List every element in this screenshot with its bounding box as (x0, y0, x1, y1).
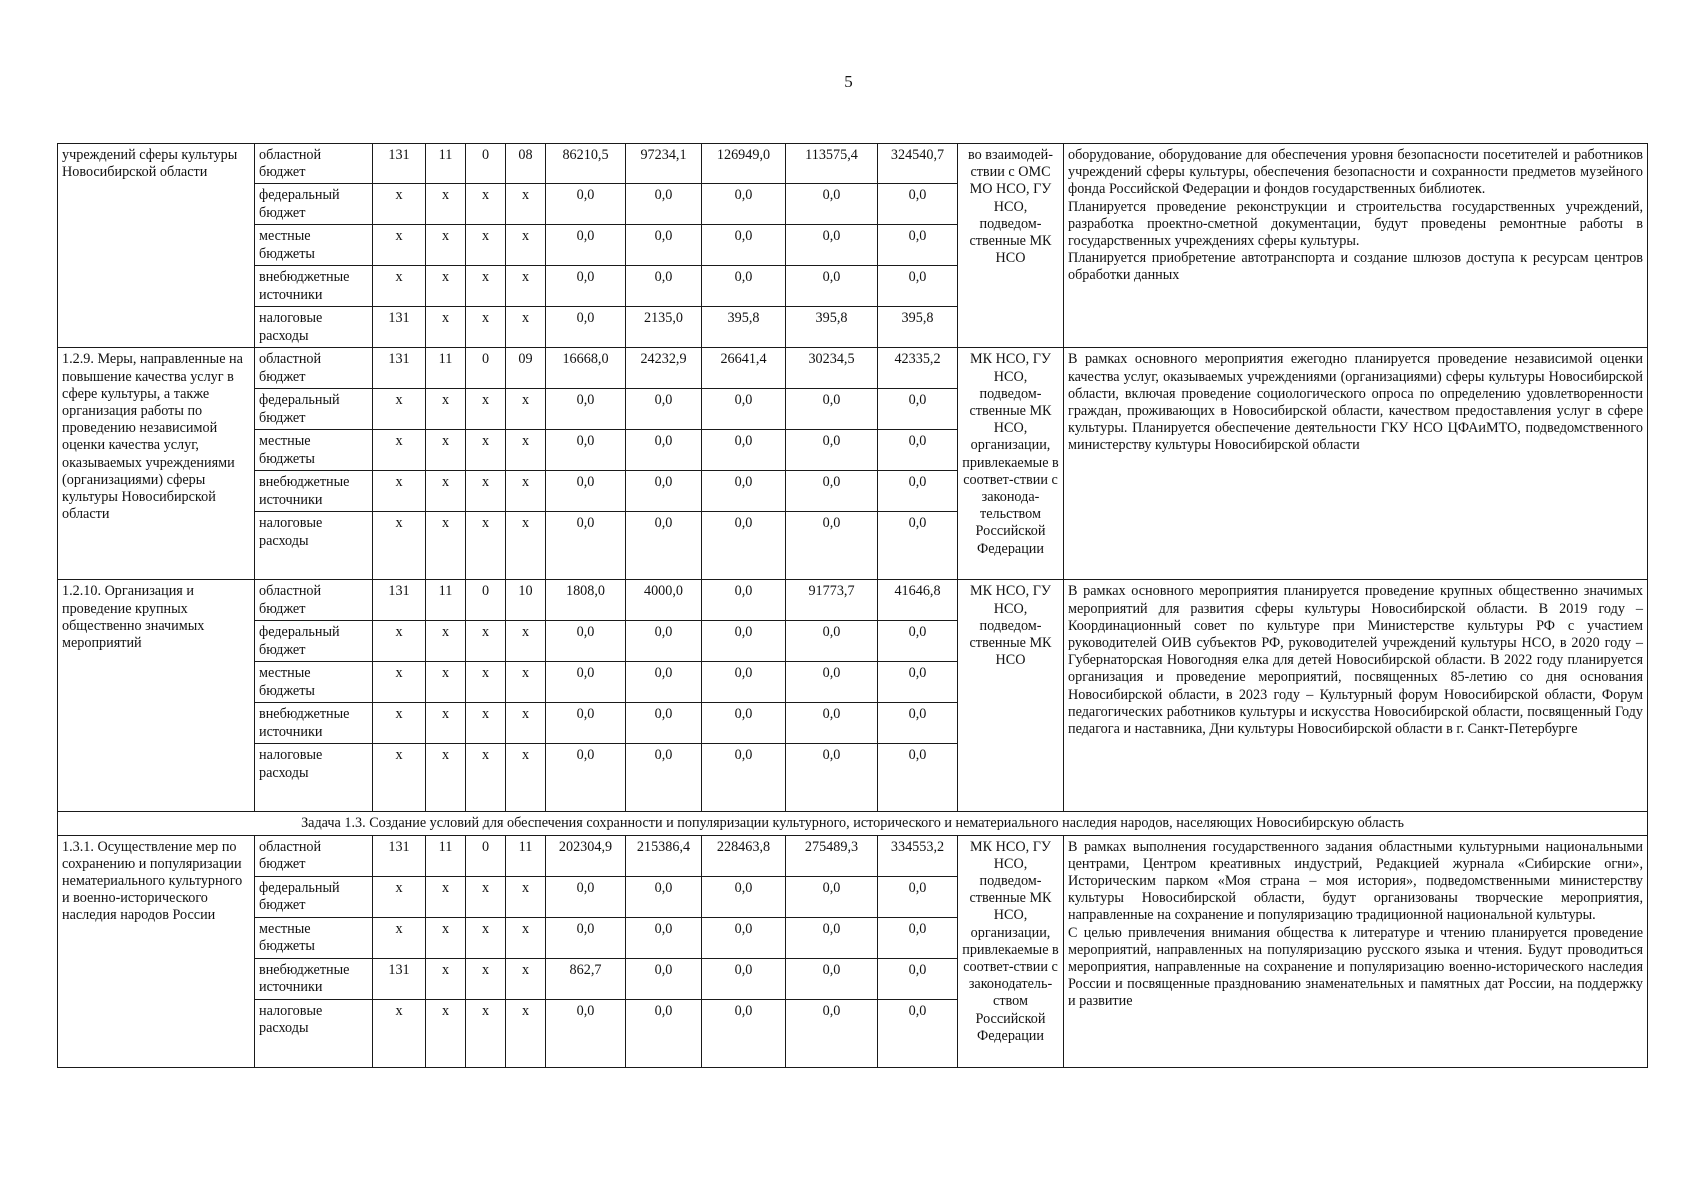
funding-amount: 91773,7 (786, 580, 878, 621)
program-activities-table (57, 143, 1648, 1068)
funding-amount: 42335,2 (878, 348, 958, 389)
funding-source: областной бюджет (255, 144, 373, 184)
funding-amount: 0,0 (786, 430, 878, 471)
budget-code: x (506, 876, 546, 917)
funding-amount: 0,0 (878, 225, 958, 266)
funding-amount: 0,0 (702, 471, 786, 512)
activity-name: 1.3.1. Осуществление мер по сохранению и популяризации нематериального культурного и военно-исторического наследия народов России (58, 835, 255, 1067)
budget-code: x (426, 307, 466, 348)
funding-amount: 126949,0 (702, 144, 786, 184)
budget-code: x (506, 184, 546, 225)
funding-amount: 0,0 (702, 512, 786, 580)
description-paragraph: В рамках основного мероприятия планируется проведение крупных общественно значимых мероприятий для развития сферы культуры Новосибирской области. В 2019 году – Координационный совет по культуре при Министерстве культуры РФ с участием руководителей ОИВ субъектов РФ, руководителей учреждений культуры НСО, в 2020 году – Губернаторская Новогодняя елка для детей Новосибирской области. В 2022 году планируется организация и проведение мероприятий, посвященных 85-летию со дня основания Новосибирской области, в 2023 году – Культурный форум Новосибирской области, Форум педагогических работников культуры и искусства Новосибирской области, посвященный Году педагога и наставника, Дни культуры Новосибирской области в г. Санкт-Петербурге (1068, 583, 1643, 738)
budget-code: x (426, 512, 466, 580)
funding-amount: 215386,4 (626, 835, 702, 876)
budget-code: x (426, 389, 466, 430)
budget-code: x (426, 876, 466, 917)
budget-code: 0 (466, 835, 506, 876)
funding-amount: 41646,8 (878, 580, 958, 621)
executor: во взаимодей-ствии с ОМС МО НСО, ГУ НСО, подведом-ственные МК НСО (958, 144, 1064, 348)
funding-amount: 0,0 (786, 744, 878, 812)
funding-source: федеральный бюджет (255, 876, 373, 917)
funding-amount: 0,0 (546, 876, 626, 917)
budget-code: x (506, 471, 546, 512)
budget-code: x (373, 512, 426, 580)
funding-amount: 0,0 (626, 703, 702, 744)
funding-amount: 0,0 (878, 266, 958, 307)
funding-amount: 0,0 (702, 621, 786, 662)
funding-amount: 2135,0 (626, 307, 702, 348)
budget-code: 131 (373, 144, 426, 184)
budget-code: x (466, 471, 506, 512)
funding-source: федеральный бюджет (255, 184, 373, 225)
funding-amount: 113575,4 (786, 144, 878, 184)
funding-amount: 0,0 (626, 266, 702, 307)
funding-source: внебюджетные источники (255, 958, 373, 999)
funding-amount: 0,0 (546, 703, 626, 744)
budget-code: x (466, 621, 506, 662)
budget-code: x (426, 225, 466, 266)
budget-code: x (506, 225, 546, 266)
funding-source: внебюджетные источники (255, 471, 373, 512)
table-body (58, 144, 1648, 1068)
description-paragraph: оборудование, оборудование для обеспечения уровня безопасности посетителей и работников учреждений сферы культуры, обеспечения безопасности и сохранности предметов музейного фонда Российской Федерации и фондов государственных библиотек. (1068, 147, 1643, 198)
funding-source: федеральный бюджет (255, 621, 373, 662)
budget-code: x (373, 471, 426, 512)
funding-amount: 97234,1 (626, 144, 702, 184)
funding-amount: 0,0 (878, 917, 958, 958)
page-number: 5 (844, 72, 853, 91)
funding-amount: 0,0 (626, 662, 702, 703)
budget-code: 11 (426, 835, 466, 876)
funding-source: областной бюджет (255, 348, 373, 389)
budget-code: x (426, 621, 466, 662)
budget-code: x (506, 703, 546, 744)
funding-amount: 0,0 (878, 999, 958, 1067)
budget-code: x (426, 471, 466, 512)
expected-results (1064, 580, 1648, 812)
funding-amount: 395,8 (786, 307, 878, 348)
budget-code: x (506, 999, 546, 1067)
funding-amount: 16668,0 (546, 348, 626, 389)
budget-code: x (426, 703, 466, 744)
budget-code: x (506, 389, 546, 430)
budget-code: x (506, 512, 546, 580)
executor: МК НСО, ГУ НСО, подведом-ственные МК НСО (958, 580, 1064, 812)
funding-amount: 0,0 (546, 662, 626, 703)
budget-code: 11 (426, 348, 466, 389)
budget-code: x (426, 662, 466, 703)
budget-code: 131 (373, 348, 426, 389)
funding-source: местные бюджеты (255, 430, 373, 471)
funding-amount: 0,0 (626, 621, 702, 662)
budget-code: x (373, 662, 426, 703)
funding-amount: 0,0 (546, 917, 626, 958)
funding-source: местные бюджеты (255, 225, 373, 266)
funding-source: налоговые расходы (255, 744, 373, 812)
budget-code: x (506, 958, 546, 999)
funding-amount: 0,0 (786, 266, 878, 307)
table-row (58, 348, 1648, 389)
funding-amount: 0,0 (626, 958, 702, 999)
funding-amount: 0,0 (702, 703, 786, 744)
funding-amount: 0,0 (626, 471, 702, 512)
budget-code: 0 (466, 348, 506, 389)
budget-code: x (373, 621, 426, 662)
funding-amount: 0,0 (546, 621, 626, 662)
funding-amount: 0,0 (626, 917, 702, 958)
funding-amount: 0,0 (546, 266, 626, 307)
budget-code: x (466, 662, 506, 703)
activity-name: 1.2.9. Меры, направленные на повышение качества услуг в сфере культуры, а также организация работы по проведению независимой оценки качества услуг, оказываемых учреждениями (организациями) сферы культуры Новосибирской области (58, 348, 255, 580)
budget-code: x (466, 225, 506, 266)
budget-code: x (466, 430, 506, 471)
budget-code: x (426, 430, 466, 471)
funding-amount: 0,0 (626, 744, 702, 812)
budget-code: x (506, 266, 546, 307)
table-row (58, 144, 1648, 184)
funding-amount: 334553,2 (878, 835, 958, 876)
funding-source: областной бюджет (255, 580, 373, 621)
budget-code: x (373, 389, 426, 430)
budget-code: x (426, 999, 466, 1067)
funding-amount: 0,0 (878, 184, 958, 225)
funding-amount: 0,0 (702, 744, 786, 812)
budget-code: x (466, 184, 506, 225)
funding-amount: 0,0 (702, 958, 786, 999)
funding-amount: 275489,3 (786, 835, 878, 876)
funding-source: налоговые расходы (255, 999, 373, 1067)
description-paragraph: С целью привлечения внимания общества к литературе и чтению планируется проведение мероприятий, направленных на популяризацию русского языка и чтения. Будут проводиться мероприятия, направленные на сохранение и популяризацию военно-исторического наследия России и посвященные празднованию знаменательных и памятных дат России, на поддержку и развитие (1068, 924, 1643, 1010)
budget-code: x (426, 266, 466, 307)
executor: МК НСО, ГУ НСО, подведом-ственные МК НСО, организации, привлекаемые в соответ-ствии с законодатель-ством Российской Федерации (958, 835, 1064, 1067)
funding-amount: 0,0 (626, 876, 702, 917)
budget-code: x (426, 744, 466, 812)
description-paragraph: В рамках основного мероприятия ежегодно планируется проведение независимой оценки качества услуг, оказываемых учреждениями (организациями) сферы культуры Новосибирской области, включая проведение социологического опроса по определению удовлетворенности граждан, проживающих в Новосибирской области, качеством предоставления услуг в сфере культуры. Планируется обеспечение деятельности ГКУ НСО ЦФАиМТО, подведомственного министерству культуры Новосибирской области (1068, 351, 1643, 454)
expected-results (1064, 835, 1648, 1067)
funding-amount: 0,0 (786, 184, 878, 225)
funding-amount: 0,0 (626, 999, 702, 1067)
description-paragraph: Планируется проведение реконструкции и строительства государственных учреждений, разработка проектно-сметной документации, будут проведены ремонтные работы в государственных учреждениях сферы культуры. (1068, 198, 1643, 250)
budget-code: x (466, 917, 506, 958)
funding-amount: 0,0 (878, 876, 958, 917)
task-heading: Задача 1.3. Создание условий для обеспечения сохранности и популяризации культурного, исторического и нематериального наследия народов, населяющих Новосибирскую область (58, 812, 1648, 835)
funding-amount: 0,0 (878, 958, 958, 999)
budget-code: x (506, 662, 546, 703)
funding-amount: 0,0 (786, 876, 878, 917)
funding-amount: 0,0 (546, 999, 626, 1067)
funding-amount: 24232,9 (626, 348, 702, 389)
budget-code: 131 (373, 835, 426, 876)
funding-amount: 0,0 (878, 471, 958, 512)
funding-amount: 0,0 (702, 430, 786, 471)
funding-amount: 0,0 (702, 266, 786, 307)
table-row (58, 835, 1648, 876)
budget-code: 11 (426, 580, 466, 621)
budget-code: x (466, 999, 506, 1067)
funding-amount: 0,0 (878, 744, 958, 812)
funding-amount: 0,0 (626, 225, 702, 266)
description-paragraph: В рамках выполнения государственного задания областными культурными национальными центрами, Центром креативных индустрий, Редакцией журнала «Сибирские огни», Историческим парком «Моя страна – моя история», подведомственными министерству культуры Новосибирской области, будут организованы творческие мероприятия, направленные на сохранение и популяризацию традиционной национальной культуры. (1068, 838, 1643, 924)
budget-code: x (373, 266, 426, 307)
funding-amount: 0,0 (878, 621, 958, 662)
funding-amount: 0,0 (702, 999, 786, 1067)
budget-code: x (506, 744, 546, 812)
funding-amount: 0,0 (702, 917, 786, 958)
budget-code: x (466, 703, 506, 744)
budget-code: x (466, 512, 506, 580)
funding-amount: 0,0 (702, 184, 786, 225)
budget-code: x (466, 958, 506, 999)
budget-code: 08 (506, 144, 546, 184)
funding-amount: 0,0 (878, 703, 958, 744)
funding-amount: 395,8 (878, 307, 958, 348)
funding-amount: 0,0 (786, 471, 878, 512)
funding-amount: 0,0 (626, 389, 702, 430)
budget-code: x (506, 621, 546, 662)
funding-amount: 0,0 (878, 430, 958, 471)
funding-amount: 228463,8 (702, 835, 786, 876)
funding-amount: 0,0 (626, 184, 702, 225)
funding-amount: 0,0 (702, 662, 786, 703)
task-row (58, 812, 1648, 835)
funding-source: местные бюджеты (255, 662, 373, 703)
funding-amount: 0,0 (702, 225, 786, 266)
funding-amount: 0,0 (546, 389, 626, 430)
funding-amount: 0,0 (546, 184, 626, 225)
funding-amount: 0,0 (546, 512, 626, 580)
budget-code: x (466, 744, 506, 812)
budget-code: x (506, 917, 546, 958)
budget-code: 11 (506, 835, 546, 876)
funding-amount: 0,0 (878, 389, 958, 430)
budget-code: x (373, 744, 426, 812)
budget-code: x (466, 389, 506, 430)
funding-amount: 0,0 (878, 662, 958, 703)
table-row (58, 580, 1648, 621)
expected-results (1064, 144, 1648, 348)
budget-code: 0 (466, 580, 506, 621)
description-paragraph: Планируется приобретение автотранспорта и создание шлюзов доступа к ресурсам центров обработки данных (1068, 250, 1643, 284)
funding-source: местные бюджеты (255, 917, 373, 958)
budget-code: x (373, 184, 426, 225)
funding-amount: 0,0 (546, 307, 626, 348)
budget-code: x (466, 307, 506, 348)
funding-amount: 0,0 (786, 958, 878, 999)
budget-code: x (373, 430, 426, 471)
budget-code: 09 (506, 348, 546, 389)
activity-name: учреждений сферы культуры Новосибирской области (58, 144, 255, 348)
funding-amount: 0,0 (626, 512, 702, 580)
funding-source: федеральный бюджет (255, 389, 373, 430)
funding-amount: 0,0 (878, 512, 958, 580)
funding-amount: 4000,0 (626, 580, 702, 621)
budget-code: x (426, 958, 466, 999)
budget-code: x (466, 876, 506, 917)
funding-amount: 324540,7 (878, 144, 958, 184)
funding-amount: 0,0 (786, 662, 878, 703)
funding-amount: 0,0 (786, 389, 878, 430)
activity-name: 1.2.10. Организация и проведение крупных общественно значимых мероприятий (58, 580, 255, 812)
funding-amount: 86210,5 (546, 144, 626, 184)
budget-code: 10 (506, 580, 546, 621)
funding-source: налоговые расходы (255, 512, 373, 580)
budget-code: 0 (466, 144, 506, 184)
funding-amount: 0,0 (546, 471, 626, 512)
funding-source: внебюджетные источники (255, 703, 373, 744)
funding-amount: 0,0 (546, 430, 626, 471)
funding-amount: 30234,5 (786, 348, 878, 389)
funding-amount: 0,0 (546, 744, 626, 812)
budget-code: x (373, 917, 426, 958)
funding-amount: 0,0 (786, 225, 878, 266)
funding-amount: 0,0 (786, 621, 878, 662)
funding-amount: 0,0 (702, 389, 786, 430)
funding-amount: 1808,0 (546, 580, 626, 621)
budget-code: x (506, 307, 546, 348)
funding-source: областной бюджет (255, 835, 373, 876)
budget-code: x (466, 266, 506, 307)
funding-amount: 0,0 (786, 917, 878, 958)
funding-amount: 0,0 (702, 876, 786, 917)
funding-amount: 26641,4 (702, 348, 786, 389)
funding-amount: 395,8 (702, 307, 786, 348)
budget-code: x (373, 225, 426, 266)
funding-amount: 0,0 (626, 430, 702, 471)
funding-amount: 0,0 (702, 580, 786, 621)
funding-amount: 0,0 (786, 512, 878, 580)
budget-code: 131 (373, 958, 426, 999)
budget-code: 11 (426, 144, 466, 184)
funding-amount: 0,0 (786, 703, 878, 744)
budget-code: x (373, 999, 426, 1067)
budget-code: x (426, 184, 466, 225)
funding-amount: 0,0 (786, 999, 878, 1067)
funding-source: налоговые расходы (255, 307, 373, 348)
funding-amount: 202304,9 (546, 835, 626, 876)
budget-code: 131 (373, 580, 426, 621)
budget-code: 131 (373, 307, 426, 348)
funding-amount: 862,7 (546, 958, 626, 999)
budget-code: x (373, 703, 426, 744)
budget-code: x (426, 917, 466, 958)
executor: МК НСО, ГУ НСО, подведом-ственные МК НСО, организации, привлекаемые в соответ-ствии с законода-тельством Российской Федерации (958, 348, 1064, 580)
expected-results (1064, 348, 1648, 580)
funding-amount: 0,0 (546, 225, 626, 266)
budget-code: x (373, 876, 426, 917)
funding-source: внебюджетные источники (255, 266, 373, 307)
budget-code: x (506, 430, 546, 471)
